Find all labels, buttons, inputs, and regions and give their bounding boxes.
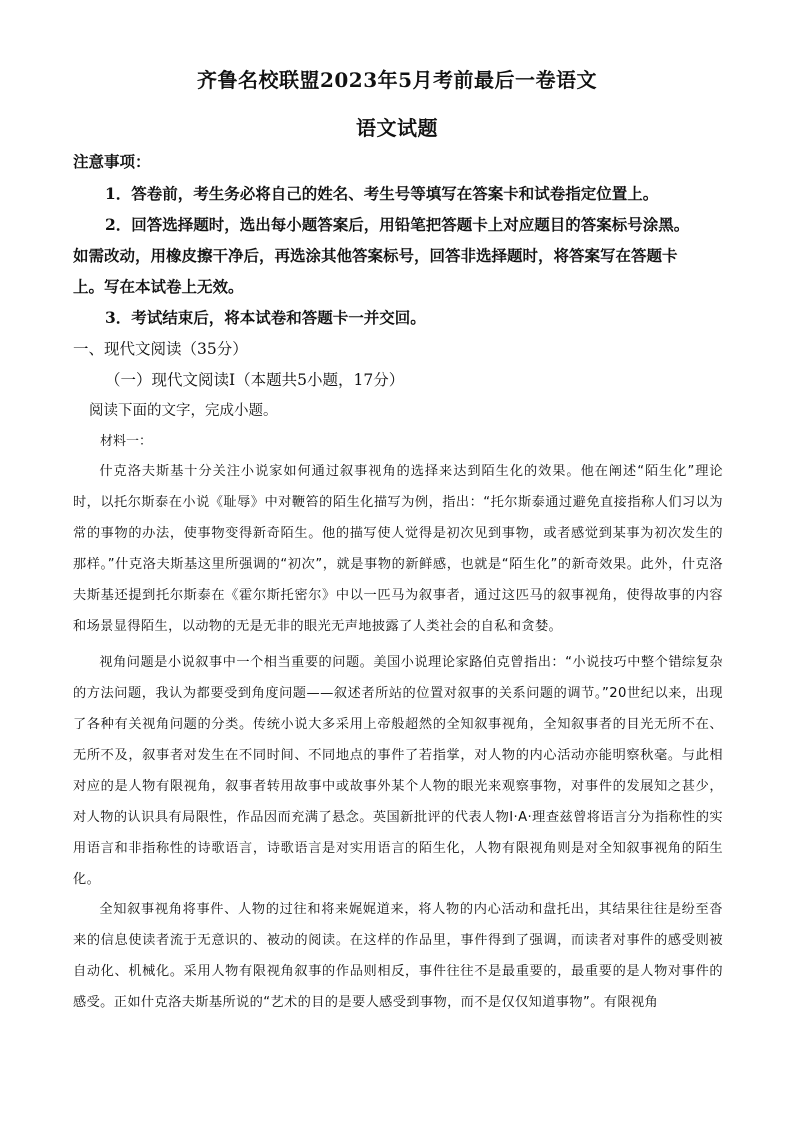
notice-item-2-line-2: 如需改动，用橡皮擦干净后，再选涂其他答案标号，回答非选择题时，将答案写在答题卡 — [73, 246, 678, 265]
section-subheading: （一）现代文阅读Ⅰ（本题共5小题，17分） — [105, 371, 405, 389]
passage-paragraph-1: 什克洛夫斯基十分关注小说家如何通过叙事视角的选择来达到陌生化的效果。他在阐述“陌生化”理论时，以托尔斯泰在小说《耻辱》中对鞭笞的陌生化描写为例，指出：“托尔斯泰通过避免直接指称人们习以为常的事物的办法，使事物变得新奇陌生。他的描写使人觉得是初次见到事物，或者感觉到某事为初次发生的那样。”什克洛夫斯基这里所强调的“初次”，就是事物的新鲜感，也就是“陌生化”的新奇效果。此外，什克洛夫斯基还提到托尔斯泰在《霍尔斯托密尔》中以一匹马为叙事者，通过这匹马的叙事视角，使得故事的内容和场景显得陌生，以动物的无是无非的眼光无声地披露了人类社会的自私和贪婪。 — [73, 464, 723, 634]
notice-item-1: 1．答卷前，考生务必将自己的姓名、考生号等填写在答案卡和试卷指定位置上。 — [105, 184, 659, 203]
notice-item-2-line-1: 2．回答选择题时，选出每小题答案后，用铅笔把答题卡上对应题目的答案标号涂黑。 — [105, 215, 690, 234]
exam-subtitle: 语文试题 — [356, 116, 438, 140]
passage-paragraph-2: 视角问题是小说叙事中一个相当重要的问题。美国小说理论家路伯克曾指出：“小说技巧中整个错综复杂的方法问题，我认为都要受到角度问题——叙述者所站的位置对叙事的关系问题的调节。”20世纪以来，出现了各种有关视角问题的分类。传统小说大多采用上帝般超然的全知叙事视角，全知叙事者的目光无所不在、无所不及，叙事者对发生在不同时间、不同地点的事件了若指掌，对人物的内心活动亦能明察秋毫。与此相对应的是人物有限视角，叙事者转用故事中或故事外某个人物的眼光来观察事物，对事件的发展知之甚少，对人物的认识具有局限性，作品因而充满了悬念。英国新批评的代表人物I·A·理查兹曾将语言分为指称性的实用语言和非指称性的诗歌语言，诗歌语言是对实用语言的陌生化，人物有限视角则是对全知叙事视角的陌生化。 — [73, 655, 723, 887]
exam-title: 齐鲁名校联盟2023年5月考前最后一卷语文 — [196, 68, 598, 92]
notice-item-2-line-3: 上。写在本试卷上无效。 — [73, 277, 244, 296]
passage-paragraph-3: 全知叙事视角将事件、人物的过往和将来娓娓道来，将人物的内心活动和盘托出，其结果往往是纷至沓来的信息使读者流于无意识的、被动的阅读。在这样的作品里，事件得到了强调，而读者对事件的感受则被自动化、机械化。采用人物有限视角叙事的作品则相反，事件往往不是最重要的，最重要的是人物对事件的感受。正如什克洛夫斯基所说的“艺术的目的是要人感受到事物，而不是仅仅知道事物”。有限视角 — [73, 902, 723, 1010]
material-label: 材料一： — [100, 434, 153, 449]
section-heading: 一、现代文阅读（35分） — [73, 340, 248, 358]
reading-instruction: 阅读下面的文字，完成小题。 — [89, 403, 278, 419]
notice-heading: 注意事项： — [73, 152, 151, 171]
notice-item-3: 3．考试结束后，将本试卷和答题卡一并交回。 — [105, 308, 426, 327]
